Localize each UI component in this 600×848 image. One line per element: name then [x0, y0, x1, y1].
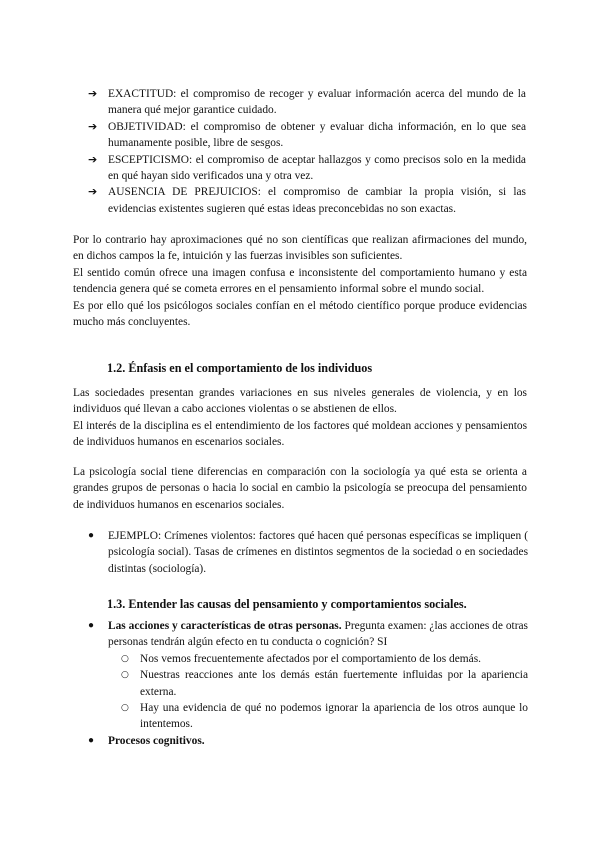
paragraph: El sentido común ofrece una imagen confusa e inconsistente del comportamiento humano y esta tendencia genera qué se cometa errores en el pensamiento informal sobre el mundo social.	[73, 266, 527, 296]
example-list	[88, 528, 528, 577]
circle-bullet-icon: ○	[121, 653, 129, 664]
paragraph: Es por ello qué los psicólogos sociales confían en el método científico porque produce evidencias mucho más concluyentes.	[73, 299, 527, 329]
bullet-icon: ●	[88, 734, 95, 746]
scientific-values-list	[88, 86, 526, 217]
sub-list-item: ○ Nuestras reacciones ante los demás están fuertemente influidas por la apariencia externa.	[121, 667, 528, 700]
circle-bullet-icon: ○	[121, 703, 129, 714]
section-1-2-comparison	[73, 464, 527, 513]
list-item	[88, 152, 526, 185]
section-heading-1-2: 1.2. Énfasis en el comportamiento de los individuos	[107, 361, 373, 375]
circle-bullet-icon: ○	[121, 670, 129, 681]
value-term: AUSENCIA DE PREJUICIOS	[108, 186, 258, 199]
list-item	[88, 86, 526, 119]
list-item	[88, 528, 528, 577]
list-item	[88, 184, 526, 217]
list-item	[88, 119, 526, 152]
sub-list-item: ○ Hay una evidencia de qué no podemos ignorar la apariencia de los otros aunque lo intentemos.	[121, 700, 528, 733]
value-term: EXACTITUD	[108, 88, 174, 100]
paragraph: El interés de la disciplina es el entendimiento de los factores qué moldean acciones y pensamientos de individuos humanos en escenarios sociales.	[73, 419, 527, 449]
paragraph: La psicología social tiene diferencias en comparación con la sociología ya qué esta se orienta a grandes grupos de personas o hacia lo social en cambio la psicología se preocupa del pensamiento de individuos humanos en escenarios sociales.	[73, 466, 527, 511]
bullet-bold-label: Las acciones y características de otras personas.	[108, 620, 342, 632]
value-term: OBJETIVIDAD	[108, 120, 183, 133]
arrow-icon: ➔	[88, 185, 98, 199]
causes-list	[88, 618, 528, 749]
bullet-question: Pregunta examen: ¿las acciones de otras personas tendrán algún efecto en tu conducta o cognición? SI	[108, 620, 528, 649]
section-1-2-text	[73, 385, 527, 451]
example-text: EJEMPLO: Crímenes violentos: factores qué hacen qué personas específicas se impliquen ( psicología social). Tasas de crímenes en distintos segmentos de la sociedad o en sociedades distintas (sociología).	[108, 530, 528, 575]
value-term: ESCEPTICISMO	[108, 153, 190, 166]
bullet-icon: ●	[88, 530, 95, 541]
value-definition: : el compromiso de cambiar la propia visión, si las evidencias existentes sugieren qué estas ideas preconcebidas no son exactas.	[108, 186, 526, 215]
sub-list-item: ○ Nos vemos frecuentemente afectados por el comportamiento de los demás.	[121, 651, 528, 667]
value-definition: : el compromiso de recoger y evaluar información acerca del mundo de la manera qué mejor garantice cuidado.	[108, 88, 526, 117]
paragraph: Por lo contrario hay aproximaciones qué no son científicas que realizan afirmaciones del mundo, en dichos campos la fe, intuición y las fuerzas invisibles son suficientes.	[73, 234, 527, 263]
bullet-icon: ●	[88, 620, 95, 631]
value-definition: : el compromiso de obtener y evaluar dicha información, en lo que sea humanamente posible, libre de sesgos.	[108, 120, 526, 150]
section-heading-1-3: 1.3. Entender las causas del pensamiento y comportamientos sociales.	[107, 597, 467, 611]
list-item	[88, 618, 528, 651]
list-item	[88, 733, 528, 749]
paragraph: Las sociedades presentan grandes variaciones en sus niveles generales de violencia, y en los individuos qué llevan a cabo acciones violentas o se abstienen de ellos.	[73, 387, 527, 416]
value-definition: : el compromiso de aceptar hallazgos y como precisos solo en la medida en qué hayan sido verificados una y otra vez.	[108, 153, 526, 183]
arrow-icon: ➔	[88, 152, 98, 166]
bullet-bold-label: Procesos cognitivos.	[108, 734, 205, 747]
intro-text	[73, 232, 527, 330]
arrow-icon: ➔	[88, 87, 98, 100]
arrow-icon: ➔	[88, 119, 98, 133]
